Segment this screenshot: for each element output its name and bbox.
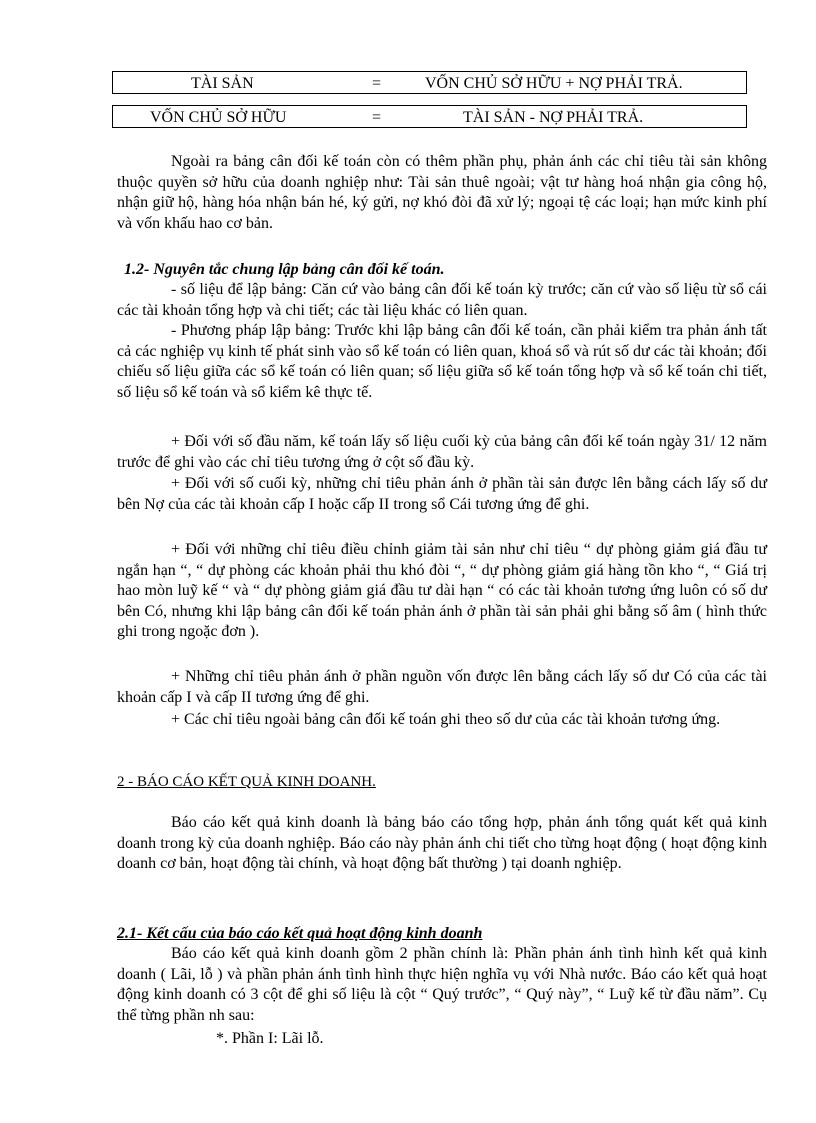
equation-operator: =: [372, 75, 382, 92]
section-1-2-para-offbalance: + Các chỉ tiêu ngoài bảng cân đối kế toán ghi theo số dư của các tài khoản tương ứng.: [171, 711, 721, 728]
section-1-2-para-data-source: - số liệu để lập bảng: Căn cứ vào bảng cân đối kế toán kỳ trước; căn cứ vào số liệu từ sổ cái các tài khoản tổng hợp và chi tiết; các tài liệu khác có liên quan.: [117, 281, 767, 319]
equation-left: VỐN CHỦ SỞ HỮU: [150, 109, 287, 126]
equation-box-assets: [112, 71, 747, 94]
section-2-title: 2 - BÁO CÁO KẾT QUẢ KINH DOANH.: [117, 774, 376, 790]
intro-paragraph: Ngoài ra bảng cân đối kế toán còn có thêm phần phụ, phản ánh các chỉ tiêu tài sản không thuộc quyền sở hữu của doanh nghiệp như: Tài sản thuê ngoài; vật tư hàng hoá nhận gia công hộ, nhận giữ hộ, hàng hóa nhận bán hé, ký gửi, nợ khó đòi đã xử lý; ngoại tệ các loại; hạn mức kinh phí và vốn khấu hao cơ bản.: [117, 153, 767, 232]
equation-right: TÀI SẢN - NỢ PHẢI TRẢ.: [463, 109, 644, 126]
section-1-2-para-provisions: + Đối với những chỉ tiêu điều chỉnh giảm tài sản như chỉ tiêu “ dự phòng giảm giá đầu tư ngắn hạn “, “ dự phòng các khoản phải thu khó đòi “, “ dự phòng giảm giá hàng tồn kho “, “ Giá trị hao mòn luỹ kế “ và “ dự phòng giảm giá đầu tư dài hạn “ có các tài khoản tương ứng luôn có số dư bên Có, nhưng khi lập bảng cân đối kế toán phản ánh ở phần tài sản phải ghi bằng số âm ( hình thức ghi trong ngoặc đơn ).: [117, 541, 767, 641]
section-2-1-title: 2.1- Kết cấu của báo cáo kết quả hoạt động kinh doanh: [117, 925, 483, 942]
equation-box-equity: [112, 105, 747, 128]
part-1-heading: *. Phần I: Lãi lỗ.: [216, 1030, 324, 1047]
section-2-1-paragraph: Báo cáo kết quả kinh doanh gồm 2 phần chính là: Phần phản ánh tình hình kết quả kinh doanh ( Lãi, lỗ ) và phần phản ánh tình hình thực hiện nghĩa vụ với Nhà nước. Báo cáo kết quả hoạt động kinh doanh có 3 cột để ghi số liệu là cột “ Quý trước”, “ Quý này”, “ Luỹ kế từ đầu năm”. Cụ thể từng phần nh sau:: [117, 945, 767, 1024]
equation-left: TÀI SẢN: [191, 75, 254, 92]
section-1-2-title: 1.2- Nguyên tắc chung lập bảng cân đối kế toán.: [124, 261, 445, 278]
section-1-2-para-opening: + Đối với số đầu năm, kế toán lấy số liệu cuối kỳ của bảng cân đối kế toán ngày 31/ 12 năm trước để ghi vào các chỉ tiêu tương ứng ở cột số đầu kỳ.: [117, 433, 767, 471]
equation-right: VỐN CHỦ SỞ HỮU + NỢ PHẢI TRẢ.: [425, 75, 683, 92]
section-1-2-para-sources: + Những chỉ tiêu phản ánh ở phần nguồn vốn được lên bằng cách lấy số dư Có của các tài khoản cấp I và cấp II tương ứng để ghi.: [117, 668, 767, 706]
section-1-2-para-closing: + Đối với số cuối kỳ, những chỉ tiêu phản ánh ở phần tài sản được lên bằng cách lấy số dư bên Nợ của các tài khoản cấp I hoặc cấp II trong sổ Cái tương ứng để ghi.: [117, 475, 767, 513]
section-1-2-para-method: - Phương pháp lập bảng: Trước khi lập bảng cân đối kế toán, cần phải kiểm tra phản ánh tất cả các nghiệp vụ kinh tế phát sinh vào sổ kế toán có liên quan, khoá sổ và rút số dư các tài khoản; đối chiếu số liệu giữa các sổ kế toán có liên quan; số liệu giữa sổ kế toán tổng hợp và sổ kế toán chi tiết, số liệu sổ kế toán và sổ kiểm kê thực tế.: [117, 322, 767, 401]
section-2-paragraph: Báo cáo kết quả kinh doanh là bảng báo cáo tổng hợp, phản ánh tổng quát kết quả kinh doanh trong kỳ của doanh nghiệp. Báo cáo này phản ánh chi tiết cho từng hoạt động ( hoạt động kinh doanh cơ bản, hoạt động tài chính, và hoạt động bất thường ) tại doanh nghiệp.: [117, 814, 767, 873]
equation-operator: =: [372, 109, 382, 126]
